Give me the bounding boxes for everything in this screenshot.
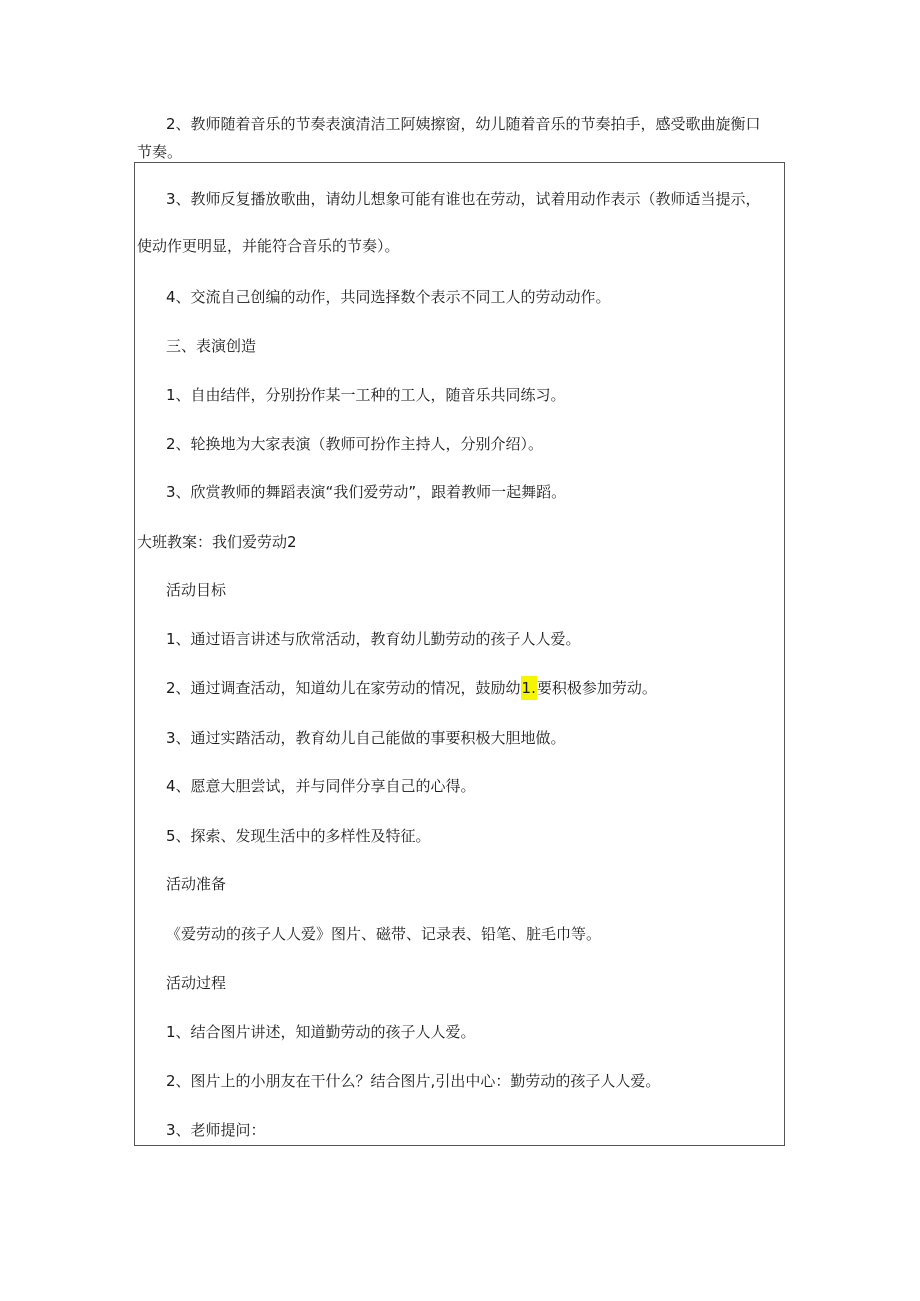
list-item: 3、通过实踏活动，教育幼儿自己能做的事要积极大胆地做。 — [166, 729, 566, 747]
list-item: 2、轮换地为大家表演（教师可扮作主持人，分别介绍）。 — [166, 435, 544, 453]
list-item: 2、图片上的小朋友在干什么？结合图片,引出中心：勤劳动的孩子人人爱。 — [166, 1072, 661, 1090]
paragraph-line: 使动作更明显，并能符合音乐的节奏）。 — [137, 237, 400, 255]
lesson-title: 大班教案：我们爱劳动2 — [137, 533, 297, 551]
section-heading: 活动过程 — [166, 974, 227, 992]
list-item: 5、探索、发现生活中的多样性及特征。 — [166, 827, 431, 845]
list-item: 3、老师提问： — [166, 1121, 266, 1139]
paragraph-line: 节奏。 — [137, 143, 183, 161]
paragraph-line: 2、教师随着音乐的节奏表演清洁工阿姨擦窗，幼儿随着音乐的节奏拍手，感受歌曲旋衡口 — [166, 115, 761, 133]
section-heading: 三、表演创造 — [166, 337, 257, 355]
list-item: 4、愿意大胆尝试，并与同伴分享自己的心得。 — [166, 777, 476, 795]
list-item-text: 要积极参加劳动。 — [536, 679, 657, 697]
section-heading: 活动目标 — [166, 581, 227, 599]
list-item — [166, 678, 657, 698]
list-item: 3、欣赏教师的舞蹈表演“我们爱劳动”，跟着教师一起舞蹈。 — [166, 483, 567, 501]
list-item: 1、通过语言讲述与欣常活动，教育幼儿勤劳动的孩子人人爱。 — [166, 630, 581, 648]
list-item: 1、自由结伴，分别扮作某一工种的工人，随音乐共同练习。 — [166, 386, 566, 404]
paragraph-line: 3、教师反复播放歌曲，请幼儿想象可能有谁也在劳动，试着用动作表示（教师适当提示， — [166, 190, 761, 208]
list-item: 1、结合图片讲述，知道勤劳动的孩子人人爱。 — [166, 1023, 476, 1041]
section-heading: 活动准备 — [166, 875, 227, 893]
paragraph-line: 《爱劳动的孩子人人爱》图片、磁带、记录表、铅笔、脏毛巾等。 — [166, 925, 602, 943]
content-frame — [134, 162, 785, 1146]
highlighted-text: 1. — [521, 676, 537, 700]
list-item-text: 2、通过调查活动，知道幼儿在家劳动的情况，鼓励幼 — [166, 679, 521, 697]
paragraph-line: 4、交流自己创编的动作，共同选择数个表示不同工人的劳动动作。 — [166, 288, 611, 306]
